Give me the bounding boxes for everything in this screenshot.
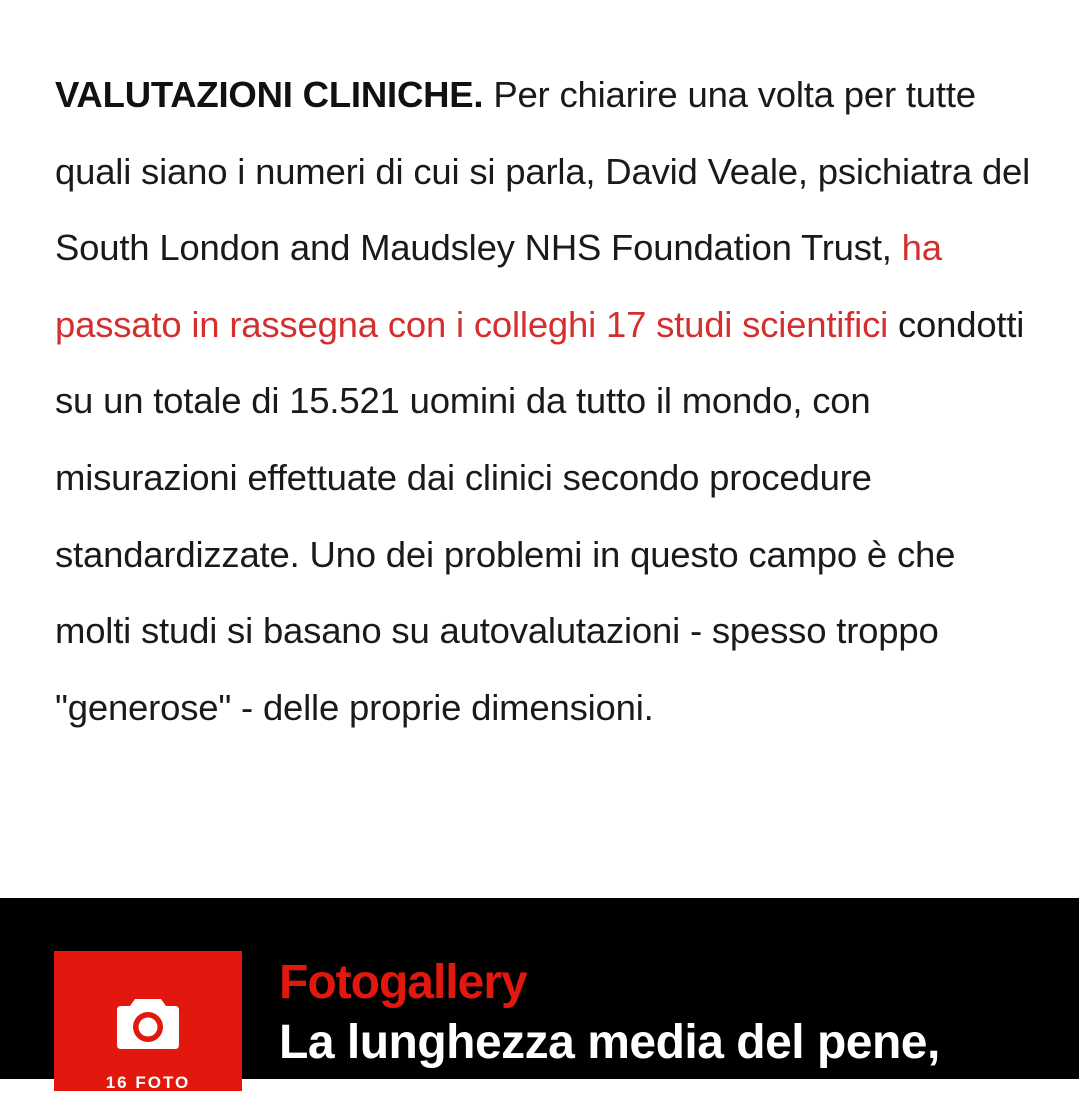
gallery-title[interactable]: La lunghezza media del pene, [279, 1016, 940, 1069]
gallery-kicker: Fotogallery [279, 956, 527, 1009]
article-paragraph [55, 57, 1040, 746]
study-review-link[interactable]: ha passato in rassegna con i colleghi 17 studi scientifici [55, 227, 942, 345]
photo-count-label: 16 FOTO [105, 1073, 191, 1092]
camera-icon [115, 993, 181, 1053]
fotogallery-banner[interactable] [0, 898, 1079, 1092]
section-heading: VALUTAZIONI CLINICHE. [55, 74, 484, 115]
paragraph-text-after-link: condotti su un totale di 15.521 uomini da tutto il mondo, con misurazioni effettuate dai clinici secondo procedure standardizzate. Uno dei problemi in questo campo è che molti studi si basano su autovalutazioni - spesso troppo "generose" - delle proprie dimensioni. [55, 303, 1025, 728]
gallery-thumbnail[interactable] [54, 951, 242, 1091]
paragraph-text-before-link: Per chiarire una volta per tutte quali siano i numeri di cui si parla, David Veale, psichiatra del South London and Maudsley NHS Foundation Trust, [55, 74, 1031, 269]
